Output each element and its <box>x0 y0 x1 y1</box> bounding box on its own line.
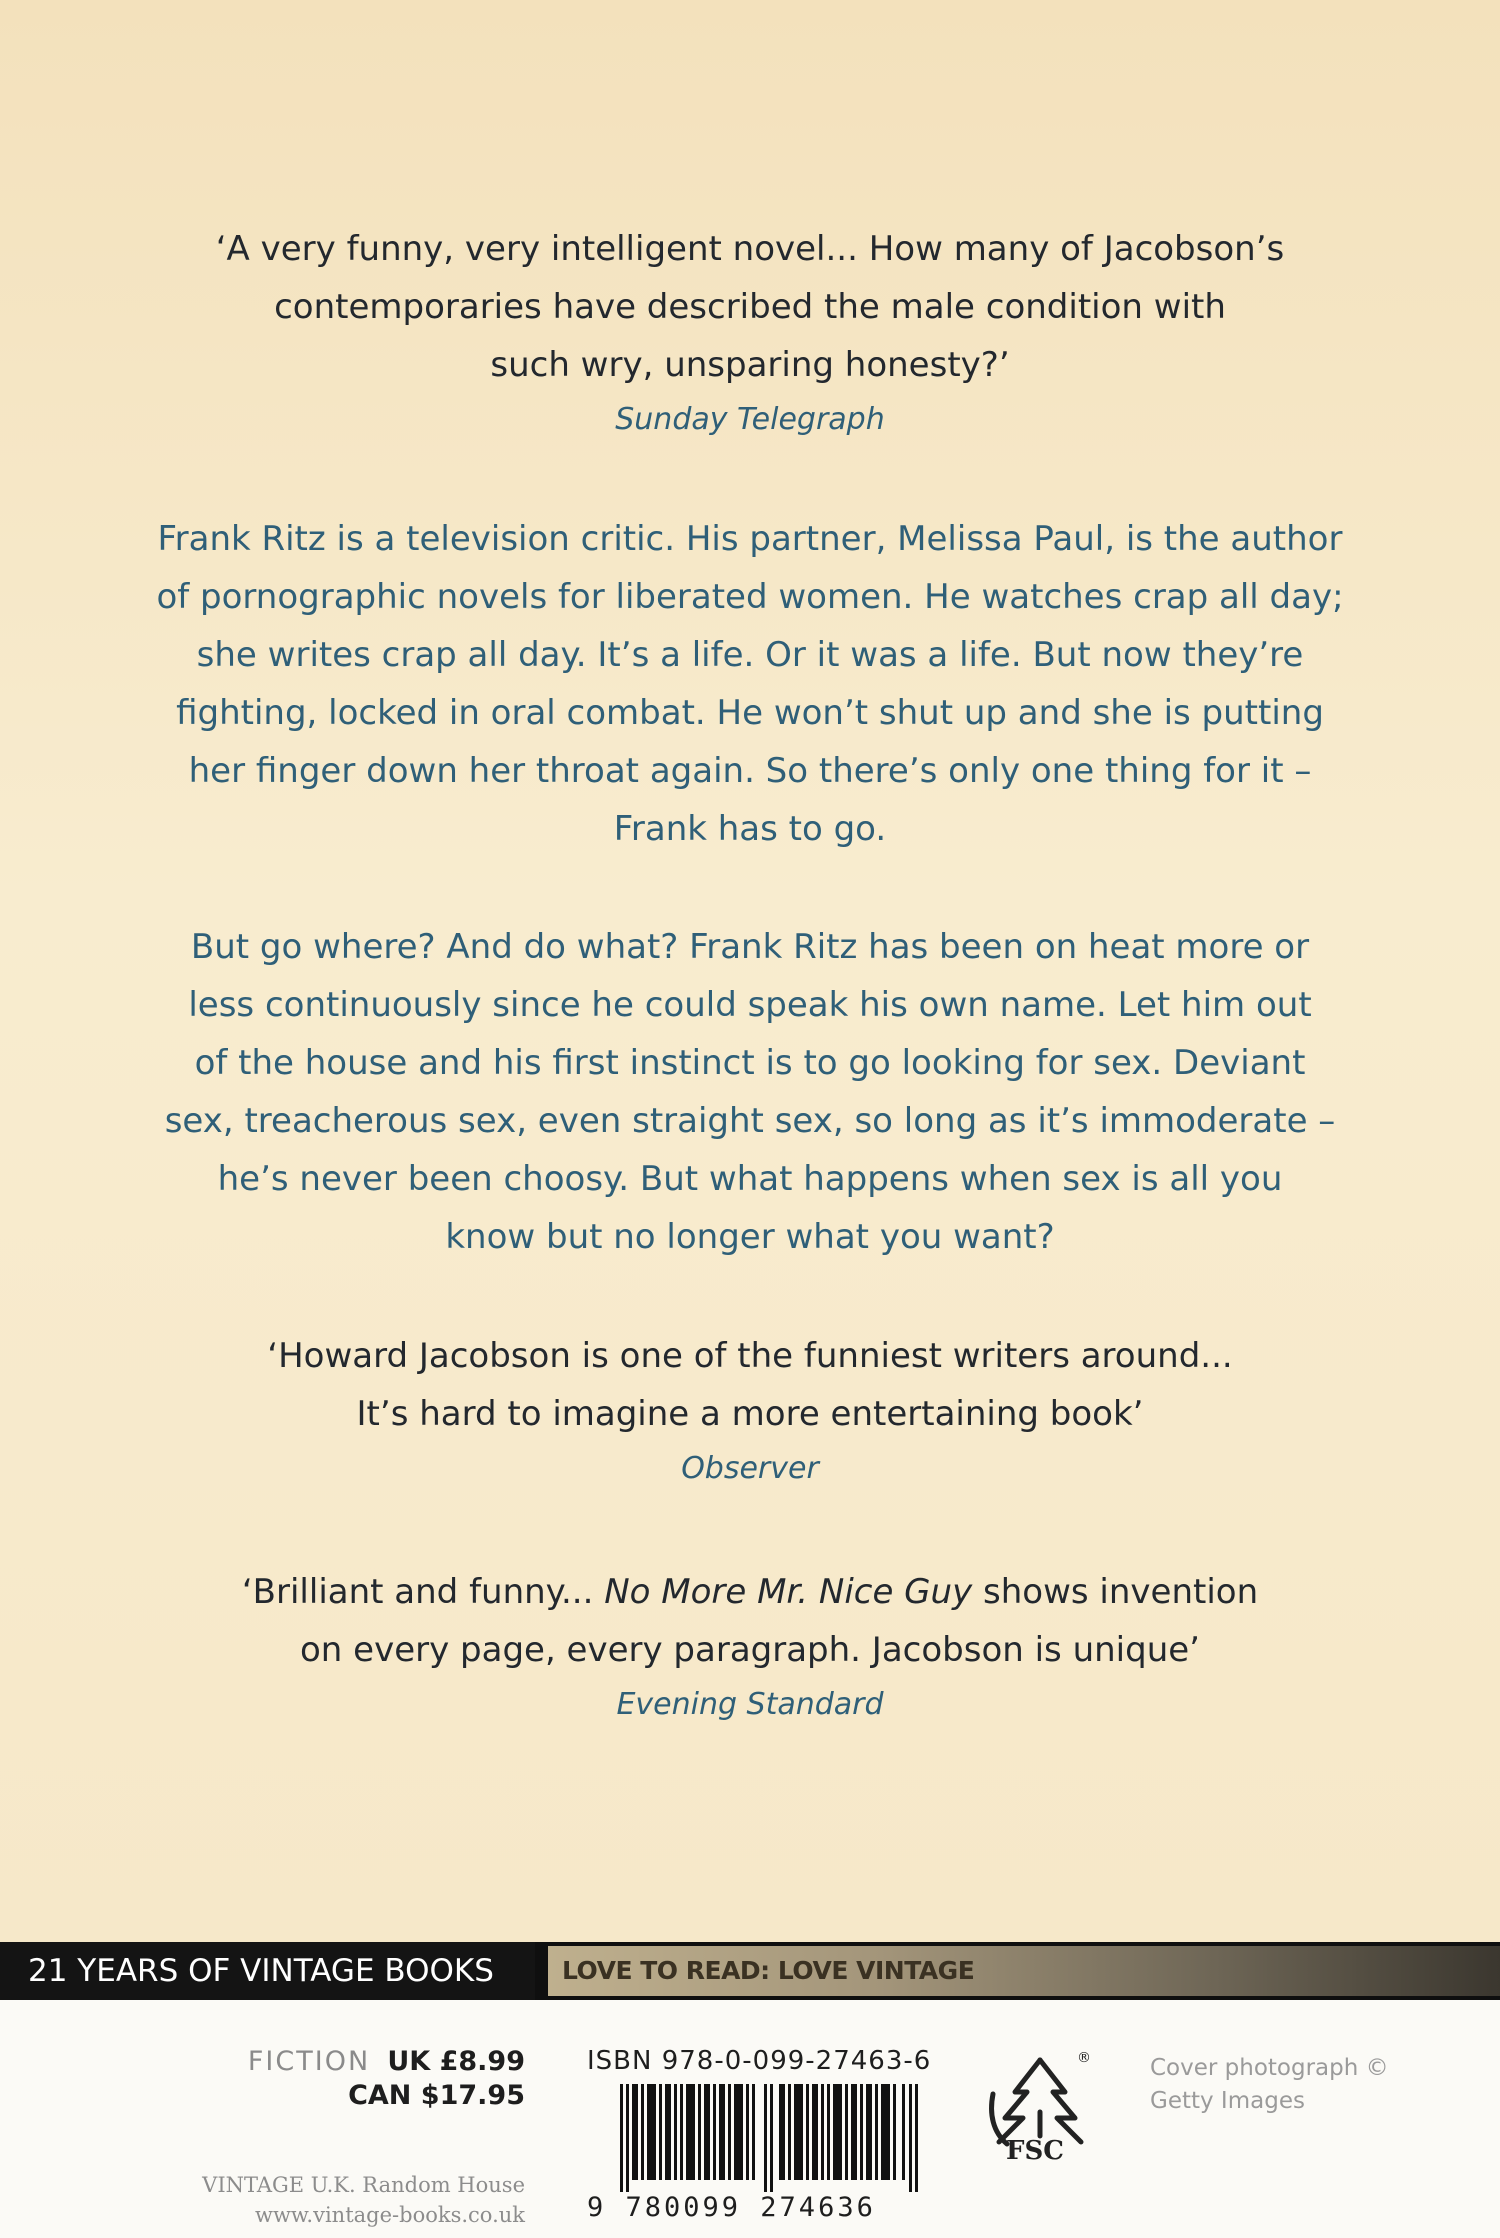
publisher-name: VINTAGE U.K. Random House <box>202 2173 525 2197</box>
quote-1-source: Sunday Telegraph <box>615 402 885 437</box>
quote-1-line-2: contemporaries have described the male condition with <box>274 287 1226 327</box>
review-quote-2 <box>150 1327 1350 1495</box>
credit-line-1: Cover photograph © <box>1150 2055 1389 2081</box>
blurb-2-line-3: of the house and his first instinct is to go looking for sex. Deviant <box>194 1043 1306 1083</box>
blurb-paragraph-2 <box>150 918 1350 1266</box>
quote-3-line-2: on every page, every paragraph. Jacobson is unique’ <box>300 1630 1200 1670</box>
publisher-info <box>202 2170 525 2230</box>
review-quote-3 <box>150 1563 1350 1731</box>
quote-1-line-3: such wry, unsparing honesty?’ <box>490 345 1010 385</box>
fsc-registered-mark: ® <box>1077 2050 1091 2066</box>
barcode-bars <box>620 2084 918 2192</box>
quote-2-line-2: It’s hard to imagine a more entertaining book’ <box>356 1394 1144 1434</box>
blurb-2-line-2: less continuously since he could speak his own name. Let him out <box>188 985 1312 1025</box>
blurb-paragraph-1 <box>150 510 1350 858</box>
quote-1-line-1: ‘A very funny, very intelligent novel... How many of Jacobson’s <box>215 229 1285 269</box>
price-uk: UK £8.99 <box>387 2046 525 2077</box>
blurb-1-line-4: fighting, locked in oral combat. He won’t shut up and she is putting <box>176 693 1324 733</box>
category-label: FICTION <box>247 2046 371 2077</box>
blurb-1-line-6: Frank has to go. <box>613 809 887 849</box>
fsc-label: FSC <box>1006 2136 1064 2166</box>
credit-line-2: Getty Images <box>1150 2088 1305 2114</box>
quote-2-source: Observer <box>681 1451 819 1486</box>
blurb-2-line-4: sex, treacherous sex, even straight sex, so long as it’s immoderate – <box>164 1101 1336 1141</box>
banner-anniversary: 21 YEARS OF VINTAGE BOOKS <box>0 1942 535 2000</box>
quote-2-line-1: ‘Howard Jacobson is one of the funniest writers around... <box>267 1336 1233 1376</box>
vintage-banner <box>0 1942 1500 2000</box>
book-title: No More Mr. Nice Guy <box>604 1572 973 1612</box>
blurb-1-line-1: Frank Ritz is a television critic. His partner, Melissa Paul, is the author <box>157 519 1343 559</box>
price-can: CAN $17.95 <box>348 2080 525 2111</box>
quote-3-source: Evening Standard <box>616 1687 884 1722</box>
blurb-1-line-3: she writes crap all day. It’s a life. Or it was a life. But now they’re <box>196 635 1304 675</box>
blurb-2-line-1: But go where? And do what? Frank Ritz has been on heat more or <box>190 927 1310 967</box>
price-uk-line <box>248 2046 525 2077</box>
quote-3-text-post: shows invention <box>972 1572 1259 1612</box>
blurb-2-line-5: he’s never been choosy. But what happens when sex is all you <box>217 1159 1283 1199</box>
publisher-url: www.vintage-books.co.uk <box>254 2203 525 2227</box>
quote-3-line-1 <box>150 1563 1350 1621</box>
cover-credit <box>1150 2052 1389 2118</box>
barcode <box>620 2084 918 2192</box>
barcode-digits: 9 780099 274636 <box>587 2192 876 2223</box>
isbn-label: ISBN 978-0-099-27463-6 <box>587 2046 932 2076</box>
banner-slogan: LOVE TO READ: LOVE VINTAGE <box>548 1946 1500 1996</box>
blurb-2-line-6: know but no longer what you want? <box>445 1217 1055 1257</box>
review-quote-1 <box>150 220 1350 446</box>
blurb-1-line-5: her finger down her throat again. So there’s only one thing for it – <box>188 751 1312 791</box>
quote-3-text-pre: ‘Brilliant and funny... <box>241 1572 605 1612</box>
blurb-1-line-2: of pornographic novels for liberated women. He watches crap all day; <box>156 577 1344 617</box>
